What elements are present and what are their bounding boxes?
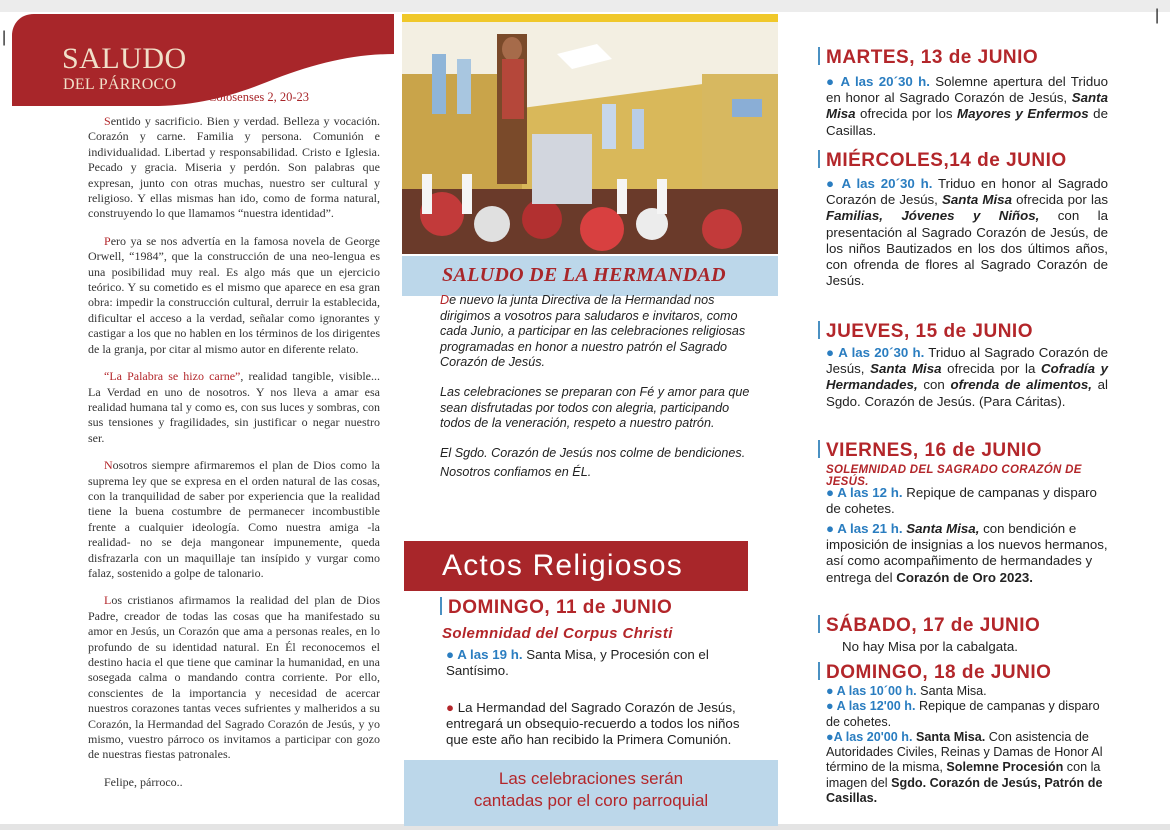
hermandad-paragraph: El Sgdo. Corazón de Jesús nos colme de bendiciones. — [440, 445, 746, 460]
bible-citation: Colosenses 2, 20-23 — [208, 90, 310, 104]
event-13: ● A las 20´30 h. Solemne apertura del Triduo en honor al Sagrado Corazón de Jesús, Santa Misa ofrecida por los Mayores y Enfermos de Casillas. — [826, 74, 1108, 138]
church-altar-photo — [402, 14, 778, 254]
hermandad-paragraph: Las celebraciones se preparan con Fé y amor para que sean disfrutadas por todos con alegria, participando todos de la veneración, respeto a nuestro patrón. — [440, 384, 750, 431]
event-16-mass: ● A las 21 h. Santa Misa, con bendición e imposición de insignias a los nuevos hermanos, así como acompañimento de hermandades y entrega del Corazón de Oro 2023. — [826, 521, 1108, 585]
altar-illustration — [402, 14, 778, 254]
event-14: ● A las 20´30 h. Triduo en honor al Sagrado Corazón de Jesús, Santa Misa ofrecida por las Familias, Jóvenes y Niños, con la presentación al Sagrado Corazón de Jesús, de los niños Bautizados en los dos últimos años, con ofrenda de flores al Sagrado Corazón de Jesús. — [826, 176, 1109, 289]
choir-line: Las celebraciones serán — [498, 769, 684, 788]
actos-title: Actos Religiosos — [442, 549, 683, 582]
letter-paragraph: Nosotros siempre afirmaremos el plan de Dios como la suprema ley que se expresa en el orden natural de las cosas, con la tranquilidad de saber por experiencia que la realidad tiene la buena costumbre de permanecer incombustible frente a cualquier ideología. Como nuestra amiga -la realidad- no se deja mangonear impunemente, queda disfrazarla con un maquillaje tan insípido y vurgar como falaz, sostenido a golpe de talonario. — [88, 458, 380, 580]
fold-mark-right: | — [1155, 7, 1160, 24]
event-15: ● A las 20´30 h. Triduo al Sagrado Corazón de Jesús, Santa Misa ofrecida por la Cofradía y Hermandades, con ofrenda de alimentos, al Sgdo. Corazón de Jesús. (Para Cáritas). — [826, 345, 1109, 409]
hermandad-title: SALUDO DE LA HERMANDAD — [442, 264, 726, 286]
day-heading-14: MIÉRCOLES,14 de JUNIO — [818, 150, 1067, 172]
solemnidad-subtitle: SOLEMNIDAD DEL SAGRADO CORAZÓN DE JESÚS. — [826, 464, 1082, 488]
event-11-mass: ● A las 19 h. Santa Misa, y Procesión con el Santísimo. — [446, 647, 709, 679]
letter-paragraph: Sentido y sacrificio. Bien y verdad. Belleza y vocación. Corazón y carne. Familia y persona. Comunión e individualidad. Libertad y responsabilidad. Cristo e Iglesia. Pecado y gracia. Miseria y perdón. Son palabras que expresan, junto con otras muchas, nuestro ser cultural y religioso. Y ellas mismas han ido, como de forma natural, construyendo lo que llamamos “nuestra identidad”. — [88, 114, 380, 221]
event-18-bells: ● A las 12'00 h. Repique de campanas y disparo de cohetes. — [826, 699, 1100, 729]
hermandad-message — [440, 293, 752, 495]
event-16-bells: ● A las 12 h. Repique de campanas y disparo de cohetes. — [826, 485, 1097, 517]
day-heading-17: SÁBADO, 17 de JUNIO — [818, 615, 1040, 637]
event-11-gift: ● La Hermandad del Sagrado Corazón de Jesús, entregará un obsequio-recuerdo a todos los niños que este año han recibido la Primera Comunión. — [446, 700, 740, 748]
parroco-subtitle: DEL PÁRROCO — [63, 76, 177, 93]
parroco-header — [12, 14, 394, 114]
letter-signature: Felipe, párroco.. — [104, 774, 183, 789]
actos-title-bar — [404, 541, 748, 591]
day-heading-11: DOMINGO, 11 de JUNIO — [440, 597, 760, 619]
hermandad-column — [402, 14, 778, 826]
letter-paragraph: “La Palabra se hizo carne”, realidad tangible, visible... La Verdad en uno de nosotros. Y nos lleva a amar esa realidad humana tal y como es, con sus luces y sombras, con sus tensiones y fragilidades, sin justificar o negar nuestro ser. — [88, 369, 381, 445]
hermandad-paragraph: De nuevo la junta Directiva de la Hermandad nos dirigimos a vosotros para saludaros e invitaros, como cada Junio, a participar en las celebraciones religiosas programadas en honor a nuestro patrón el Sagrado Corazón de Jesús. — [440, 293, 746, 370]
schedule-column — [818, 14, 1120, 826]
hermandad-paragraph: Nosotros confiamos en ÉL. — [440, 465, 592, 480]
page-top-edge — [0, 0, 1170, 12]
day-heading-16: VIERNES, 16 de JUNIO — [818, 440, 1042, 462]
choir-line: cantadas por el coro parroquial — [473, 791, 709, 810]
choir-note — [404, 760, 778, 826]
fold-mark-left: | — [2, 29, 7, 46]
event-18-mass-morning: ● A las 10´00 h. Santa Misa. — [826, 684, 987, 698]
event-18-procession: ●A las 20'00 h. Santa Misa. Con asistencia de Autoridades Civiles, Reinas y Damas de Honor Al término de la misma, Solemne Procesión con la imagen del Sgdo. Corazón de Jesús, Patrón de Casillas. — [826, 729, 1103, 806]
day-heading-13: MARTES, 13 de JUNIO — [818, 47, 1038, 69]
parroco-letter — [88, 114, 380, 802]
letter-paragraph: Pero ya se nos advertía en la famosa novela de George Orwell, “1984”, que la construcción de una neo-lengua es una posibilidad muy real. Es algo más que un ejercicio teórico. Y su cometido es el mismo que aparece en esa gran obra: impedir la construcción cultural, derruir la establecida, dificultar el acceso a la verdad, señalar como ignorantes y castigar a los que no hablen en los términos de los dirigentes de la granja, por citar al mismo autor en diferente relato. — [88, 233, 380, 356]
event-17: No hay Misa por la cabalgata. — [842, 639, 1018, 654]
day-heading-15: JUEVES, 15 de JUNIO — [818, 321, 1033, 343]
hermandad-title-bar — [402, 256, 778, 296]
corpus-subtitle: Solemnidad del Corpus Christi — [442, 625, 673, 642]
parroco-title: SALUDO — [62, 42, 187, 75]
day-heading-18: DOMINGO, 18 de JUNIO — [818, 662, 1051, 684]
letter-paragraph: Los cristianos afirmamos la realidad del plan de Dios Padre, creador de todas las cosas que ha manifestado su amor en Jesús, un Corazón que ama a personas reales, en lo profundo de su identidad natural. En Él reconocemos el destino hacia el que tiene que caminar la humanidad, en una sosegada calma o mandando contra corriente. Por ello, conscientes de la importancia y necesidad de acercar nuestros corazones tantas veces sufrientes y malheridos a su Corazón, la Hermandad del Sagrado Corazón de Jesús, y yo mismo, vuestro párroco os invitamos a participar con gozo de nuestras fiestas patronales. — [88, 593, 380, 762]
saludo-parroco-column — [12, 14, 394, 826]
event-18 — [826, 684, 1108, 806]
